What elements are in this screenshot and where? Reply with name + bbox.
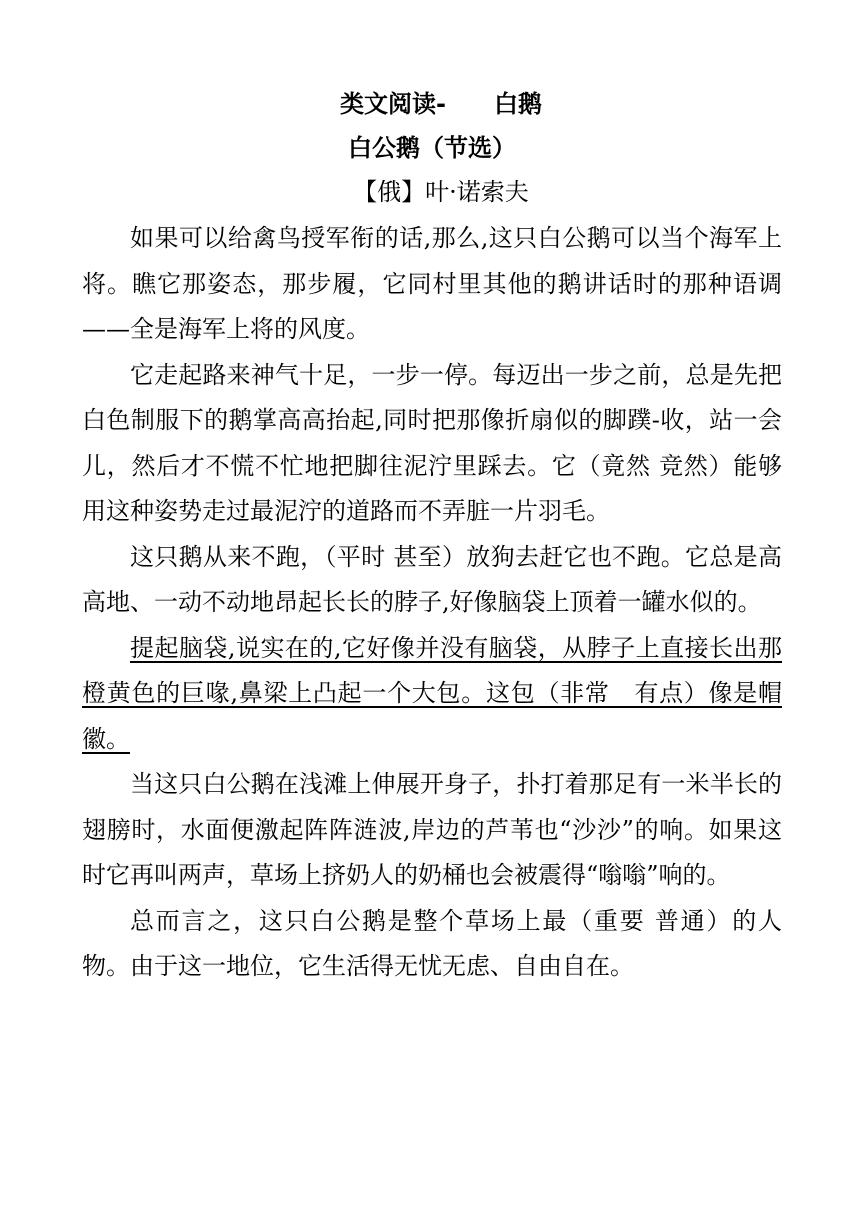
document-subtitle: 白公鹅（节选） <box>348 134 516 162</box>
paragraph-4-underlined <box>82 626 782 763</box>
paragraph-5: 当这只白公鹅在浅滩上伸展开身子，扑打着那足有一米半长的翅膀时，水面便激起阵阵涟波,岸边的芦苇也“沙沙”的响。如果这时它再叫两声，草场上挤奶人的奶桶也会被震得“嗡嗡”响的。 <box>82 770 782 889</box>
document-body <box>82 216 782 990</box>
paragraph-3: 这只鹅从来不跑，（平时 甚至）放狗去赶它也不跑。它总是高高地、一动不动地昂起长长的脖子,好像脑袋上顶着一罐水似的。 <box>82 542 782 616</box>
paragraph-2: 它走起路来神气十足，一步一停。每迈出一步之前，总是先把白色制服下的鹅掌高高抬起,同时把那像折扇似的脚蹼-收，站一会儿，然后才不慌不忙地把脚往泥泞里踩去。它（竟然 竞然）能够用这种姿势走过最泥泞的道路而不弄脏一片羽毛。 <box>82 360 782 525</box>
document-page <box>82 82 782 990</box>
document-title: 类文阅读- 白鹅 <box>340 90 542 118</box>
document-author: 【俄】叶·诺索夫 <box>353 178 529 206</box>
paragraph-6: 总而言之，这只白公鹅是整个草场上最（重要 普通）的人物。由于这一地位，它生活得无忧无虑、自由自在。 <box>82 906 782 980</box>
paragraph-1: 如果可以给禽鸟授军衔的话,那么,这只白公鹅可以当个海军上将。瞧它那姿态，那步履，它同村里其他的鹅讲话时的那种语调——全是海军上将的风度。 <box>82 224 782 343</box>
underlined-passage: 提起脑袋,说实在的,它好像并没有脑袋，从脖子上直接长出那橙黄色的巨喙,鼻梁上凸起一个大包。这包（非常 有点）像是帽徽。 <box>82 633 782 753</box>
